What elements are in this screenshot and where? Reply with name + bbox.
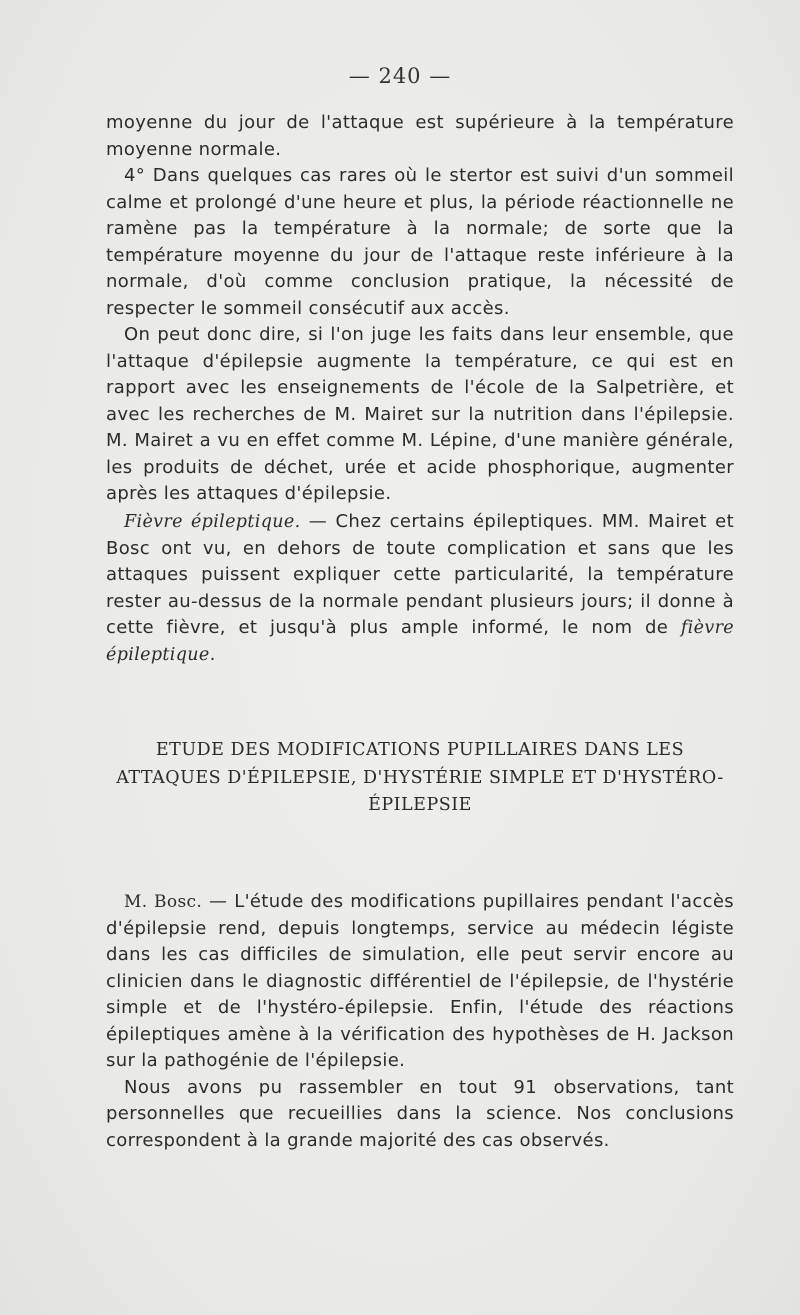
fievre-title: Fièvre épileptique. <box>124 512 301 532</box>
section-heading <box>96 737 744 820</box>
body-text-section-1 <box>106 110 734 508</box>
heading-line-2: ATTAQUES D'ÉPILEPSIE, D'HYSTÉRIE SIMPLE ET D'HYSTÉRO- <box>116 767 724 788</box>
fievre-body: — Chez certains épileptiques. MM. Mairet et Bosc ont vu, en dehors de toute complication et sans que les attaques puissent expliquer cette particularité, la température rester au-dessus de la normale pendant plusieurs jours; il donne à cette fièvre, et jusqu'à plus ample informé, le nom de <box>106 511 734 638</box>
body-text-section-3 <box>106 889 734 1154</box>
paragraph-observations: Nous avons pu rassembler en tout 91 observations, tant personnelles que recueillies dans la science. Nos conclusions correspondent à la grande majorité des cas observés. <box>106 1076 734 1151</box>
page-number: — 240 — <box>348 64 452 88</box>
paragraph-fievre <box>106 509 734 668</box>
paragraph-conclusion: On peut donc dire, si l'on juge les faits dans leur ensemble, que l'attaque d'épilepsie augmente la température, ce qui est en rapport avec les enseignements de l'école de la Salpetrière, et avec les recherches de M. Mairet sur la nutrition dans l'épilepsie. M. Mairet a vu en effet comme M. Lépine, d'une manière générale, les produits de déchet, urée et acide phosphorique, augmenter après les attaques d'épilepsie. <box>106 324 734 504</box>
bosc-body: — L'étude des modifications pupillaires pendant l'accès d'épilepsie rend, depuis longtemps, service au médecin légiste dans les cas difficiles de simulation, elle peut servir encore au clinicien dans le diagnostic différentiel de l'épilepsie, de l'hystérie simple et de l'hystéro-épilepsie. Enfin, l'étude des réactions épileptiques amène à la vérification des hypothèses de H. Jackson sur la pathogénie de l'épilepsie. <box>106 891 734 1071</box>
heading-line-3: ÉPILEPSIE <box>368 795 472 815</box>
fievre-term: fièvre épileptique <box>106 618 734 665</box>
paragraph-continuation: moyenne du jour de l'attaque est supérieure à la température moyenne normale. <box>106 112 734 160</box>
paragraph-point-4: 4° Dans quelques cas rares où le stertor est suivi d'un sommeil calme et prolongé d'une heure et plus, la période réactionnelle ne ramène pas la température à la normale; de sorte que la température moyenne du jour de l'attaque reste inférieure à la normale, d'où comme conclusion pratique, la nécessité de respecter le sommeil consécutif aux accès. <box>106 165 734 319</box>
author-name: M. Bosc. <box>124 892 203 912</box>
paragraph-bosc <box>106 889 734 1075</box>
body-text-section-2 <box>106 509 734 668</box>
heading-line-1: ETUDE DES MODIFICATIONS PUPILLAIRES DANS LES <box>155 740 685 760</box>
fievre-end: . <box>209 643 216 665</box>
